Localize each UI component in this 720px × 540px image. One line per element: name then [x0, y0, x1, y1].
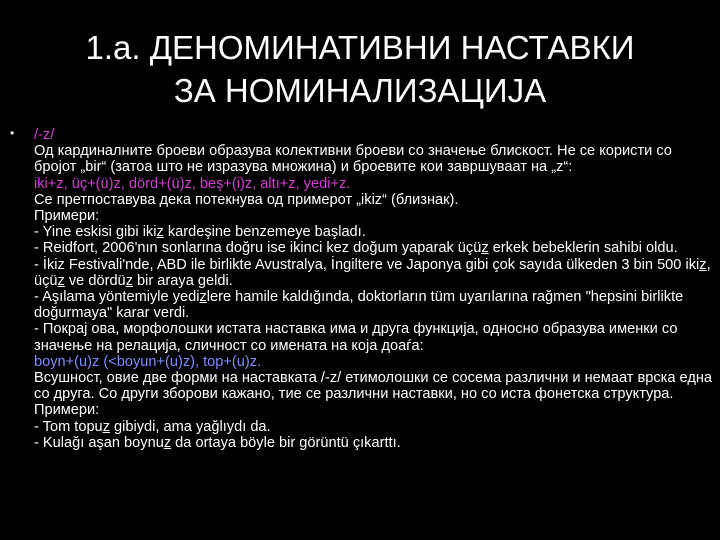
paragraph-second-function: - Покрај ова, морфолошки истата наставка има и друга функција, односно образува именки со значење на релација, сличност со имената на која доаѓа:	[34, 321, 678, 354]
example-4: - Aşılama yöntemiyle yedizlere hamile kaldığında, doktorların tüm uyarılarına rağmen "hepsini birlikte doğurmaya" karar verdi.	[34, 289, 684, 322]
bullet-icon: •	[10, 126, 15, 140]
paragraph-definition: Од кардиналните броеви образува колективни броеви со значење блискост. Не се користи со бројот „bir“ (затоа што не изразува множина) и броевите кои завршуваат на „z“:	[34, 143, 672, 176]
examples-heading: Примери:	[34, 208, 100, 225]
slide-title-line-1: 1.a. ДЕНОМИНАТИВНИ НАСТАВКИ	[85, 29, 635, 66]
slide-title	[0, 26, 720, 112]
examples-heading-2: Примери:	[34, 402, 100, 419]
example-3: - İkiz Festivali'nde, ABD ile birlikte Avustralya, İngiltere ve Japonya gibi çok sayıda ülkeden 3 bin 500 ikiz, üçüz ve dördüz bir araya geldi.	[34, 256, 711, 289]
suffix-forms: iki+z, üç+(ü)z, dörd+(ü)z, beş+(i)z, altı+z, yedi+z.	[34, 175, 351, 192]
slide-title-line-2: ЗА НОМИНАЛИЗАЦИЈА	[173, 72, 547, 109]
relation-forms: boyn+(u)z (<boyun+(u)z), top+(u)z.	[34, 353, 262, 370]
suffix-label: /-z/	[34, 127, 55, 143]
example-5: - Tom topuz gibiydi, ama yağlıydı da.	[34, 418, 271, 435]
paragraph-etymology: Всушност, овие две форми на наставката /-z/ етимолошки се сосема различни и немаат врска една со друга. Со други зборови кажано, тие се различни наставки, но со иста фонетска структура.	[34, 370, 713, 403]
paragraph-origin: Се претпоставува дека потекнува од примерот „ikiz“ (близнак).	[34, 191, 459, 208]
example-2: - Reidfort, 2006'nın sonlarına doğru ise ikinci kez doğum yaparak üçüz erkek bebeklerin sahibi oldu.	[34, 240, 678, 257]
example-1: - Yine eskisi gibi ikiz kardeşine benzemeye başladı.	[34, 224, 366, 241]
slide-body	[34, 127, 714, 451]
example-6: - Kulağı aşan boynuz da ortaya böyle bir görüntü çıkarttı.	[34, 434, 401, 451]
